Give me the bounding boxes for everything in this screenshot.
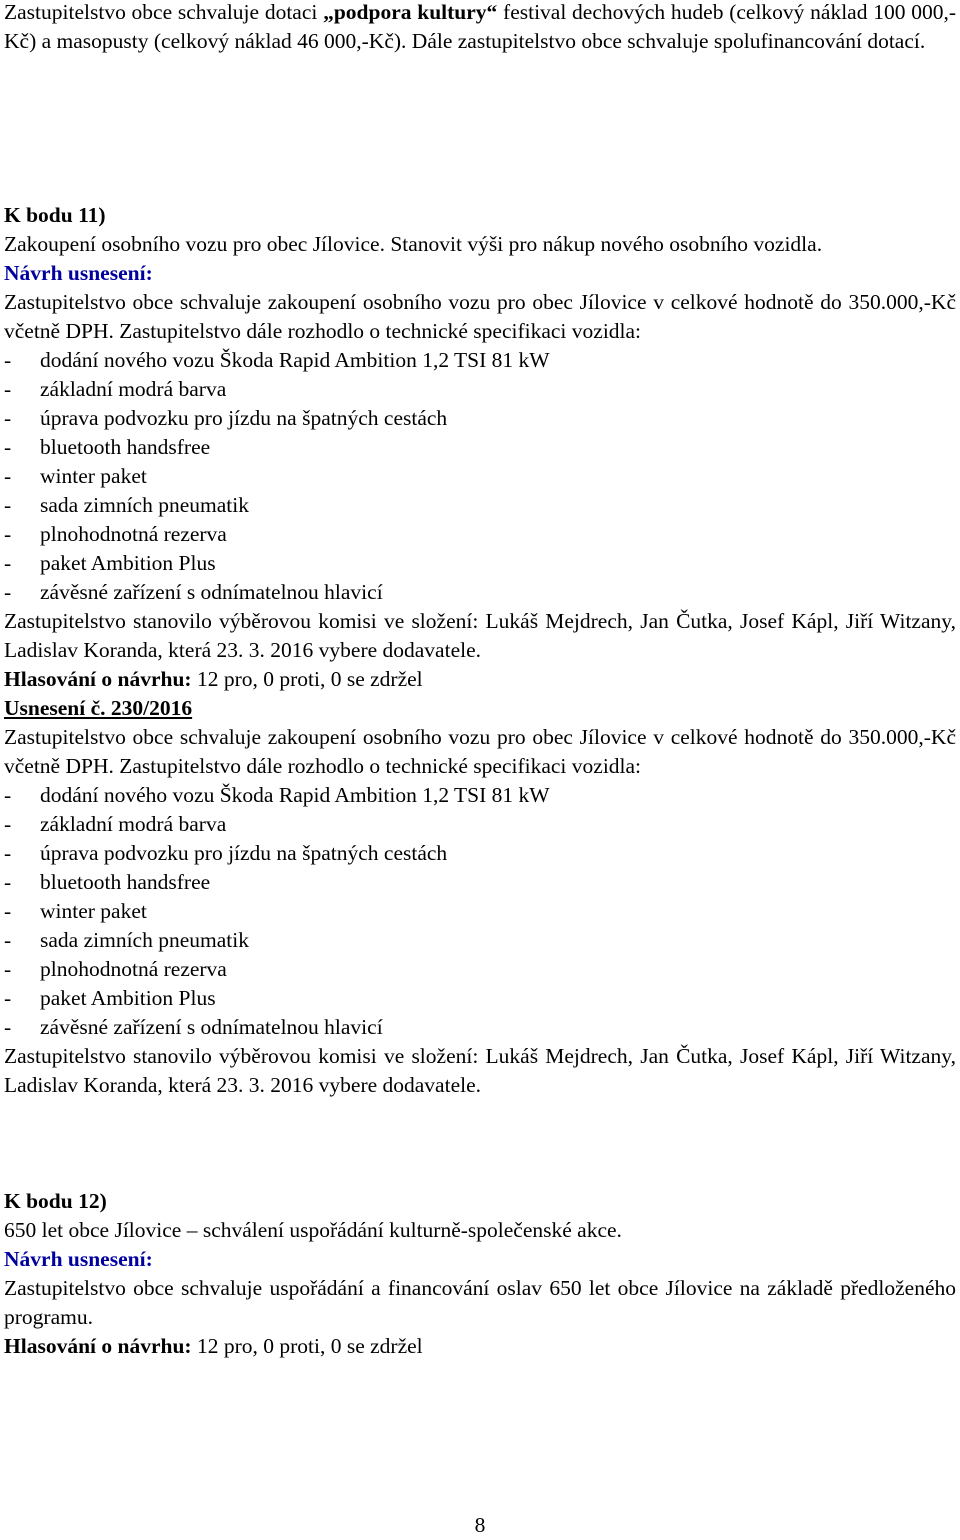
- item-11-proposal-label: Návrh usnesení:: [4, 261, 153, 285]
- vote-label: Hlasování o návrhu:: [4, 1334, 192, 1358]
- list-item: - úprava podvozku pro jízdu na špatných cestách: [4, 406, 448, 430]
- item-11-resolution-list: [4, 781, 956, 1042]
- vote-label: Hlasování o návrhu:: [4, 667, 192, 691]
- spacer: [4, 1100, 956, 1187]
- list-item: - sada zimních pneumatik: [4, 928, 249, 952]
- spacer: [4, 56, 956, 201]
- intro-subsidy-name: „podpora kultury“: [323, 0, 498, 24]
- item-12-proposal-text: Zastupitelstvo obce schvaluje uspořádání a financování oslav 650 let obce Jílovice na základě předloženého programu.: [4, 1276, 956, 1329]
- list-item: - základní modrá barva: [4, 812, 227, 836]
- list-item: - úprava podvozku pro jízdu na špatných cestách: [4, 841, 448, 865]
- list-item: - sada zimních pneumatik: [4, 493, 249, 517]
- intro-paragraph: [4, 0, 956, 56]
- list-item: - dodání nového vozu Škoda Rapid Ambition 1,2 TSI 81 kW: [4, 783, 550, 807]
- vote-result: 12 pro, 0 proti, 0 se zdržel: [191, 1334, 423, 1358]
- vote-result: 12 pro, 0 proti, 0 se zdržel: [191, 667, 423, 691]
- item-11-committee-text: Zastupitelstvo stanovilo výběrovou komisi ve složení: Lukáš Mejdrech, Jan Čutka, Josef Kápl, Jiří Witzany, Ladislav Koranda, která 23. 3. 2016 vybere dodavatele.: [4, 609, 956, 662]
- list-item: - závěsné zařízení s odnímatelnou hlavicí: [4, 1015, 383, 1039]
- item-11-heading: K bodu 11): [4, 203, 106, 227]
- document-page: [4, 0, 956, 1361]
- item-12-section: [4, 1187, 956, 1361]
- list-item: - paket Ambition Plus: [4, 986, 216, 1010]
- item-11-proposal-text: Zastupitelstvo obce schvaluje zakoupení osobního vozu pro obec Jílovice v celkové hodnotě do 350.000,-Kč včetně DPH. Zastupitelstvo dále rozhodlo o technické specifikaci vozidla:: [4, 290, 956, 343]
- list-item: - závěsné zařízení s odnímatelnou hlavicí: [4, 580, 383, 604]
- item-11-resolution-label: Usnesení č. 230/2016: [4, 696, 193, 720]
- item-12-heading: K bodu 12): [4, 1189, 107, 1213]
- page-number: 8: [474, 1513, 486, 1537]
- item-11-resolution-text: Zastupitelstvo obce schvaluje zakoupení osobního vozu pro obec Jílovice v celkové hodnotě do 350.000,-Kč včetně DPH. Zastupitelstvo dále rozhodlo o technické specifikaci vozidla:: [4, 725, 956, 778]
- item-11-vote: [4, 665, 956, 694]
- item-11-resolution-committee-text: Zastupitelstvo stanovilo výběrovou komisi ve složení: Lukáš Mejdrech, Jan Čutka, Josef Kápl, Jiří Witzany, Ladislav Koranda, která 23. 3. 2016 vybere dodavatele.: [4, 1044, 956, 1097]
- list-item: - bluetooth handsfree: [4, 435, 211, 459]
- intro-rest: festival dechových hudeb (celkový náklad 100 000,-Kč) a masopusty (celkový náklad 46 000,-Kč). Dále zastupitelstvo obce schvaluje spolufinancování dotací.: [4, 0, 956, 53]
- list-item: - bluetooth handsfree: [4, 870, 211, 894]
- item-11-section: [4, 201, 956, 1100]
- item-12-proposal-label: Návrh usnesení:: [4, 1247, 153, 1271]
- list-item: - paket Ambition Plus: [4, 551, 216, 575]
- list-item: - plnohodnotná rezerva: [4, 957, 227, 981]
- list-item: - winter paket: [4, 464, 147, 488]
- intro-lead: Zastupitelstvo obce schvaluje dotaci: [4, 0, 324, 24]
- item-11-title: Zakoupení osobního vozu pro obec Jílovice. Stanovit výši pro nákup nového osobního vozidla.: [4, 232, 823, 256]
- list-item: - plnohodnotná rezerva: [4, 522, 227, 546]
- list-item: - winter paket: [4, 899, 147, 923]
- list-item: - základní modrá barva: [4, 377, 227, 401]
- list-item: - dodání nového vozu Škoda Rapid Ambition 1,2 TSI 81 kW: [4, 348, 550, 372]
- item-12-title: 650 let obce Jílovice – schválení uspořádání kulturně-společenské akce.: [4, 1218, 622, 1242]
- item-11-spec-list: [4, 346, 956, 607]
- item-12-vote: [4, 1332, 956, 1361]
